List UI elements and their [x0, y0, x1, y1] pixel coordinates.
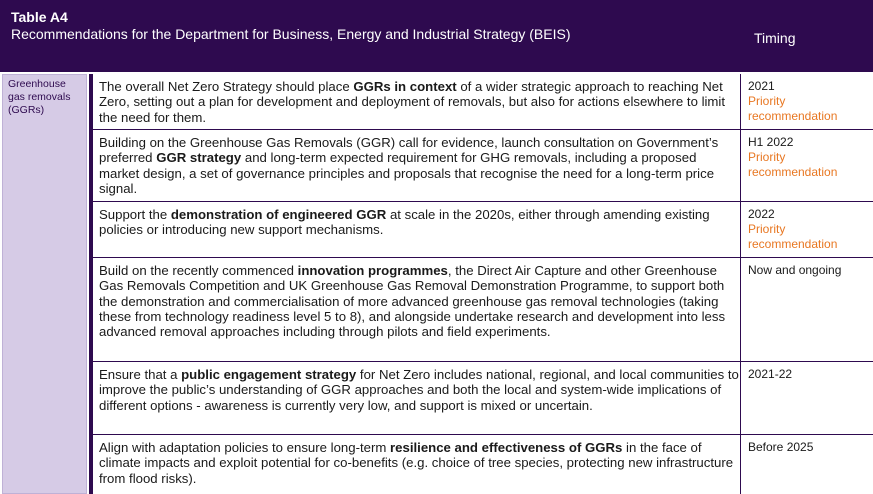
timing-value: H1 2022: [748, 135, 794, 149]
recommendation-text: Build on the recently commenced innovation programmes, the Direct Air Capture and other Greenhouse Gas Removals Competition and UK Greenhouse Gas Removal Demonstration Programme, to support both the demonstration and commercialisation of more advanced greenhouse gas removal technologies (taking these from technology readiness level 5 to 8), and alongside undertake research and development into less advanced removal approaches including through pilots and field experiments.: [99, 263, 726, 340]
timing-value: Now and ongoing: [748, 263, 842, 277]
table-row: [93, 130, 873, 202]
timing-cell: [748, 367, 870, 382]
recommendation-keyword: GGRs in context: [353, 79, 457, 94]
timing-column-header: Timing: [754, 30, 796, 46]
timing-cell: [748, 440, 870, 455]
recommendation-cell: [93, 130, 741, 201]
priority-label: Priority recommendation: [748, 94, 838, 123]
table-row: [93, 74, 873, 130]
recommendation-cell: [93, 435, 741, 494]
recommendation-keyword: resilience and effectiveness of GGRs: [390, 440, 623, 455]
recommendation-keyword: innovation programmes: [297, 263, 448, 278]
recommendation-cell: [93, 362, 741, 434]
timing-value: 2021-22: [748, 367, 793, 381]
priority-label: Priority recommendation: [748, 222, 838, 251]
timing-value: 2022: [748, 207, 775, 221]
table-row: [93, 435, 873, 494]
recommendation-text: Align with adaptation policies to ensure long-term resilience and effectiveness of GGRs in the face of climate impacts and exploit potential for co-benefits (e.g. choice of tree species, protecting new infrastructure from flood risks).: [99, 440, 734, 486]
timing-cell: [748, 207, 870, 252]
table-id: Table A4: [11, 9, 68, 25]
recommendation-cell: [93, 202, 741, 257]
category-cell: [2, 74, 87, 494]
recommendation-keyword: demonstration of engineered GGR: [170, 207, 387, 222]
table-row: [93, 362, 873, 435]
timing-cell: [748, 135, 870, 180]
recommendation-text: Building on the Greenhouse Gas Removals (GGR) call for evidence, launch consultation on Government’s preferred GGR strategy and long-term expected requirement for GHG removals, including a proposed market design, a set of governance principles and proposals that recognise the need for a long-term price signal.: [99, 135, 719, 196]
timing-value: Before 2025: [748, 440, 814, 454]
recommendation-text: Ensure that a public engagement strategy for Net Zero includes national, regional, and local communities to improve the public’s understanding of GGR approaches and both the local and system-wide implications of different options - awareness is currently very low, and support is mixed or uncertain.: [99, 367, 739, 413]
timing-value: 2021: [748, 79, 775, 93]
recommendation-cell: [93, 258, 741, 361]
timing-cell: [748, 79, 870, 124]
table-row: [93, 258, 873, 362]
recommendation-text: Support the demonstration of engineered GGR at scale in the 2020s, either through amending existing policies or introducing new support mechanisms.: [99, 207, 710, 238]
recommendation-keyword: GGR strategy: [156, 150, 242, 166]
timing-cell: [748, 263, 870, 278]
recommendation-keyword: public engagement strategy: [181, 367, 357, 382]
table-row: [93, 202, 873, 258]
recommendation-text: The overall Net Zero Strategy should place GGRs in context of a wider strategic approach to reaching Net Zero, setting out a plan for development and deployment of removals, but also for actions elsewhere to limit the need for them.: [99, 79, 726, 125]
priority-label: Priority recommendation: [748, 150, 838, 179]
recommendation-cell: [93, 74, 741, 129]
category-label: Greenhouse gas removals (GGRs): [8, 78, 71, 116]
table-header: [0, 0, 873, 72]
table-title: Recommendations for the Department for Business, Energy and Industrial Strategy (BEIS): [11, 26, 571, 42]
